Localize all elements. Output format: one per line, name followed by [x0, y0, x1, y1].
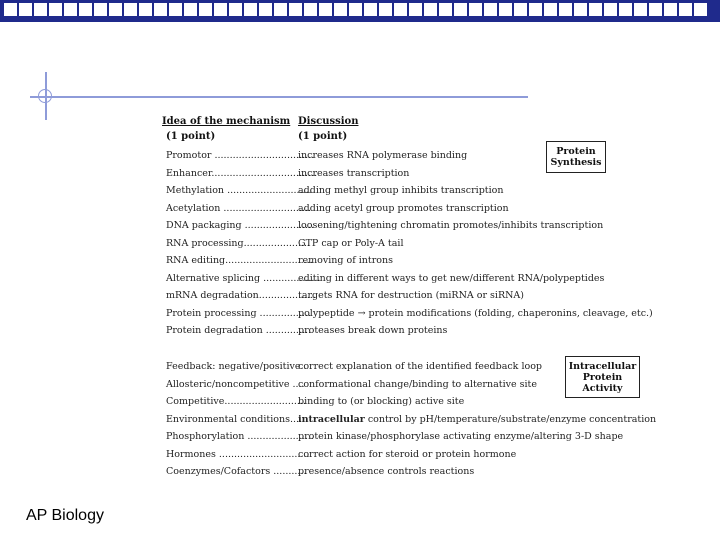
- idea-cell: Acetylation .............................: [166, 202, 311, 214]
- discussion-bold-term: intracellular: [298, 413, 365, 425]
- decor-square: [319, 3, 332, 16]
- discussion-cell: correct explanation of the identified feedback loop: [298, 361, 543, 372]
- discussion-text: control by pH/temperature/substrate/enzyme concentration: [364, 413, 657, 425]
- idea-cell: Feedback: negative/positive..: [166, 361, 307, 372]
- decor-square: [349, 3, 362, 16]
- decor-square: [229, 3, 242, 16]
- idea-cell: Coenzymes/Cofactors ...........: [166, 466, 307, 477]
- decor-square: [664, 3, 677, 16]
- box-label-line: Intracellular: [568, 361, 637, 372]
- box-label-line: Protein: [582, 372, 623, 383]
- decor-square: [19, 3, 32, 16]
- decor-square: [634, 3, 647, 16]
- idea-cell: DNA packaging .......................: [166, 220, 315, 231]
- idea-cell: mRNA degradation...................: [166, 290, 317, 301]
- discussion-cell: binding to (or blocking) active site: [298, 396, 465, 407]
- discussion-cell: increases RNA polymerase binding: [298, 150, 468, 161]
- decor-square: [304, 3, 317, 16]
- idea-cell: Phosphorylation ......................: [166, 431, 314, 442]
- box-label-line: Activity: [582, 383, 623, 394]
- discussion-cell: correct action for steroid or protein hormone: [298, 448, 517, 460]
- discussion-cell: presence/absence controls reactions: [298, 466, 475, 477]
- decor-square: [619, 3, 632, 16]
- decor-square: [574, 3, 587, 16]
- decor-square: [34, 3, 47, 16]
- decor-square: [559, 3, 572, 16]
- decor-square: [679, 3, 692, 16]
- decor-square: [379, 3, 392, 16]
- decor-square: [514, 3, 527, 16]
- decor-square: [124, 3, 137, 16]
- decor-square: [199, 3, 212, 16]
- idea-cell: Allosteric/noncompetitive ....: [166, 378, 305, 390]
- idea-cell: Protein degradation ...............: [166, 325, 312, 336]
- decor-square: [4, 3, 17, 16]
- heading-discussion: Discussion: [298, 116, 359, 127]
- decor-square: [244, 3, 257, 16]
- decor-square: [439, 3, 452, 16]
- decor-square: [589, 3, 602, 16]
- discussion-cell: adding methyl group inhibits transcription: [298, 185, 504, 196]
- intracellular-protein-activity-box: [565, 356, 640, 398]
- discussion-cell: adding acetyl group promotes transcription: [298, 202, 509, 214]
- discussion-cell: polypeptide → protein modifications (folding, chaperonins, cleavage, etc.): [298, 307, 653, 319]
- decor-square: [409, 3, 422, 16]
- guide-horizontal-line: [30, 96, 528, 98]
- discussion-cell: protein kinase/phosphorylase activating enzyme/altering 3-D shape: [298, 431, 624, 442]
- decor-square: [139, 3, 152, 16]
- discussion-cell: proteases break down proteins: [298, 325, 448, 336]
- decor-square: [334, 3, 347, 16]
- idea-cell: RNA processing......................: [166, 237, 311, 249]
- idea-cell: Methylation ............................: [166, 185, 312, 196]
- idea-cell: Enhancer...................................: [166, 167, 318, 179]
- heading-idea: Idea of the mechanism: [162, 116, 291, 127]
- decor-square: [394, 3, 407, 16]
- decor-square: [259, 3, 272, 16]
- idea-cell: Hormones ..............................: [166, 448, 310, 460]
- decor-square: [604, 3, 617, 16]
- discussion-cell: loosening/tightening chromatin promotes/inhibits transcription: [298, 220, 604, 231]
- crosshair-circle-icon: [38, 89, 52, 103]
- decor-square: [484, 3, 497, 16]
- decor-square: [49, 3, 62, 16]
- footer-label: AP Biology: [26, 507, 104, 524]
- decor-square: [169, 3, 182, 16]
- decor-square: [109, 3, 122, 16]
- decor-square: [274, 3, 287, 16]
- decor-square: [214, 3, 227, 16]
- decor-square: [184, 3, 197, 16]
- decor-square: [694, 3, 707, 16]
- idea-cell: RNA editing.............................: [166, 255, 313, 266]
- decor-square: [289, 3, 302, 16]
- decor-square: [469, 3, 482, 16]
- decor-square: [499, 3, 512, 16]
- idea-cell: Protein processing .................: [166, 307, 311, 319]
- discussion-cell: editing in different ways to get new/different RNA/polypeptides: [298, 272, 605, 284]
- idea-cell: Alternative splicing ...................: [166, 272, 321, 284]
- decor-square: [529, 3, 542, 16]
- decor-square: [364, 3, 377, 16]
- decor-square: [79, 3, 92, 16]
- decor-square: [424, 3, 437, 16]
- decor-square: [94, 3, 107, 16]
- idea-cell: Promotor .................................: [166, 150, 315, 161]
- subheading-idea-points: (1 point): [166, 131, 216, 142]
- decor-square: [64, 3, 77, 16]
- decor-square: [544, 3, 557, 16]
- box-label-line: Protein: [556, 146, 596, 157]
- discussion-cell: increases transcription: [298, 167, 410, 179]
- subheading-discussion-points: (1 point): [298, 131, 348, 142]
- protein-synthesis-box: [546, 141, 606, 173]
- decor-square: [649, 3, 662, 16]
- box-label-line: Synthesis: [550, 157, 602, 168]
- discussion-cell: removing of introns: [298, 255, 393, 266]
- discussion-cell: conformational change/binding to alternative site: [298, 378, 537, 390]
- discussion-cell: GTP cap or Poly-A tail: [298, 237, 404, 249]
- idea-cell: Competitive...........................: [166, 396, 306, 407]
- idea-cell: Environmental conditions.....: [166, 413, 306, 425]
- decor-square: [454, 3, 467, 16]
- title-bar: [0, 0, 720, 22]
- decor-square: [154, 3, 167, 16]
- discussion-cell: [298, 414, 656, 425]
- discussion-cell: targets RNA for destruction (miRNA or siRNA): [298, 290, 524, 301]
